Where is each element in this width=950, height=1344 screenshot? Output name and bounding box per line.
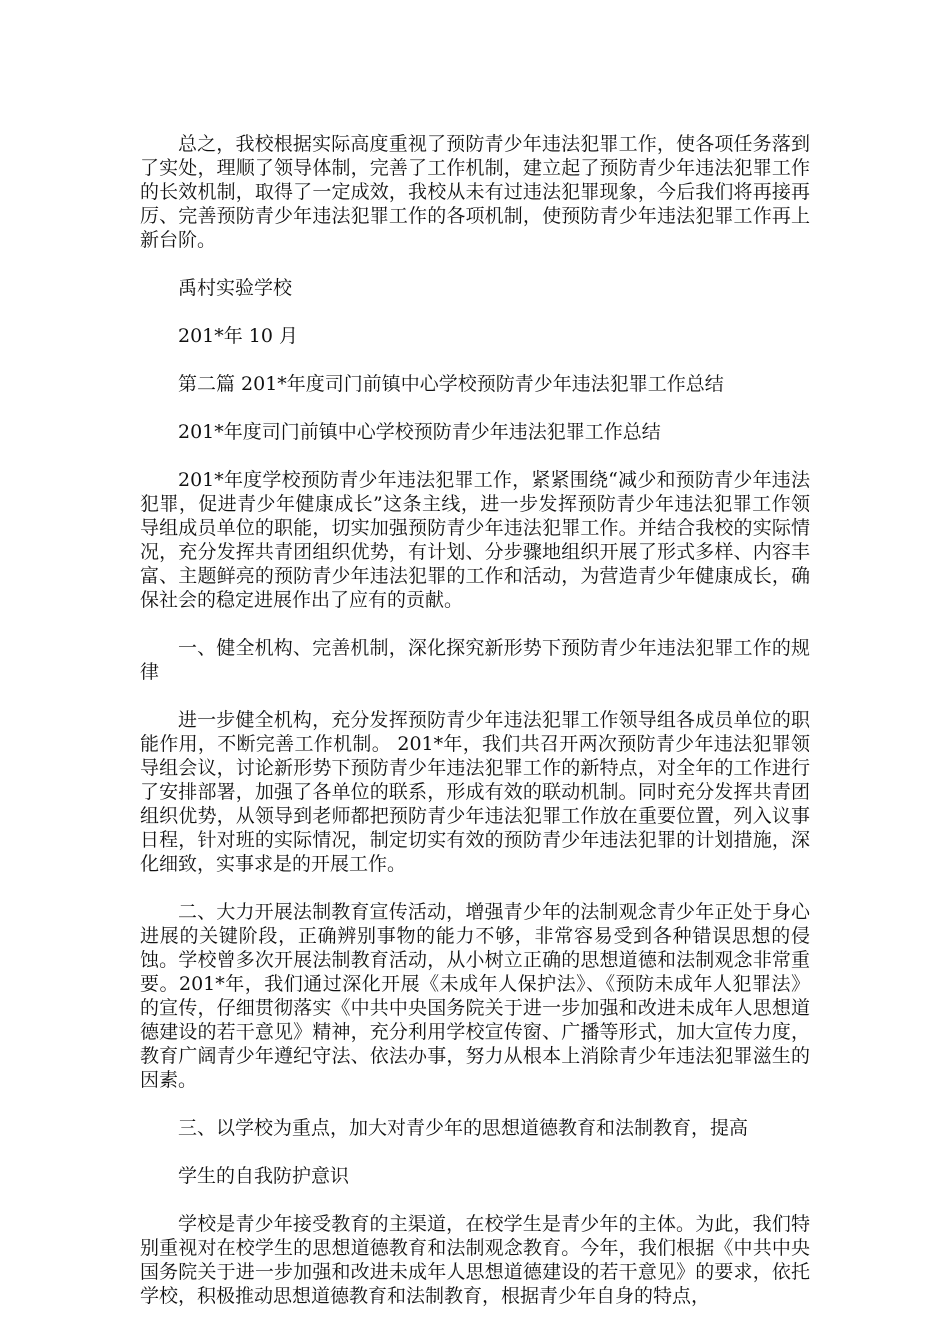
signature-school: 禹村实验学校 [178, 277, 293, 299]
paragraph-summary: 总之，我校根据实际高度重视了预防青少年违法犯罪工作，使各项任务落到了实处，理顺了领导体制，完善了工作机制，建立起了预防青少年违法犯罪工作的长效机制，取得了一定成效，我校从未有过违法犯罪现象，今后我们将再接再厉、完善预防青少年违法犯罪工作的各项机制，使预防青少年违法犯罪工作再上新台阶。 [140, 133, 810, 251]
paragraph-two: 二、大力开展法制教育宣传活动，增强青少年的法制观念青少年正处于身心进展的关键阶段，正确辨别事物的能力不够，非常容易受到各种错误思想的侵蚀。学校曾多次开展法制教育活动，从小树立正确的思想道德和法制观念非常重要。201*年，我们通过深化开展《未成年人保护法》、《预防未成年人犯罪法》的宣传，仔细贯彻落实《中共中央国务院关于进一步加强和改进未成年人思想道德建设的若干意见》精神，充分利用学校宣传窗、广播等形式，加大宣传力度，教育广阔青少年遵纪守法、依法办事，努力从根本上消除青少年违法犯罪滋生的因素。 [140, 901, 810, 1091]
document-title: 201*年度司门前镇中心学校预防青少年违法犯罪工作总结 [178, 421, 661, 443]
heading-one: 一、健全机构、完善机制，深化探究新形势下预防青少年违法犯罪工作的规律 [140, 637, 810, 683]
paragraph-three: 学校是青少年接受教育的主渠道，在校学生是青少年的主体。为此，我们特别重视对在校学生的思想道德教育和法制观念教育。今年，我们根据《中共中央国务院关于进一步加强和改进未成年人思想道德建设的若干意见》的要求，依托学校，积极推动思想道德教育和法制教育，根据青少年自身的特点， [140, 1213, 810, 1307]
section-title-part-two: 第二篇 201*年度司门前镇中心学校预防青少年违法犯罪工作总结 [178, 373, 724, 395]
document-body [140, 132, 810, 1308]
heading-three-continued: 学生的自我防护意识 [178, 1165, 350, 1187]
paragraph-one: 进一步健全机构，充分发挥预防青少年违法犯罪工作领导组各成员单位的职能作用，不断完善工作机制。 201*年，我们共召开两次预防青少年违法犯罪领导组会议，讨论新形势下预防青少年违法犯罪工作的新特点，对全年的工作进行了安排部署，加强了各单位的联系，形成有效的联动机制。同时充分发挥共青团组织优势，从领导到老师都把预防青少年违法犯罪工作放在重要位置，列入议事日程，针对班的实际情况，制定切实有效的预防青少年违法犯罪的计划措施，深化细致，实事求是的开展工作。 [140, 709, 810, 875]
signature-date: 201*年 10 月 [178, 325, 299, 347]
heading-three: 三、以学校为重点，加大对青少年的思想道德教育和法制教育，提高 [178, 1117, 749, 1139]
paragraph-intro: 201*年度学校预防青少年违法犯罪工作，紧紧围绕“减少和预防青少年违法犯罪，促进青少年健康成长”这条主线，进一步发挥预防青少年违法犯罪工作领导组成员单位的职能，切实加强预防青少年违法犯罪工作。并结合我校的实际情况，充分发挥共青团组织优势，有计划、分步骤地组织开展了形式多样、内容丰富、主题鲜亮的预防青少年违法犯罪的工作和活动，为营造青少年健康成长，确保社会的稳定进展作出了应有的贡献。 [140, 469, 810, 611]
